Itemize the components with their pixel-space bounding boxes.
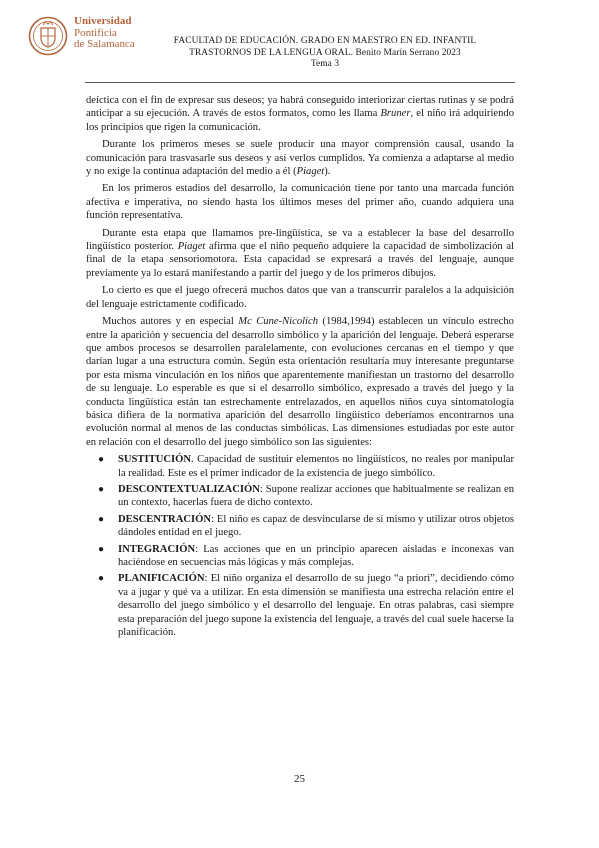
page-body bbox=[86, 94, 514, 642]
topic-label: Tema 3 bbox=[310, 59, 340, 70]
symbolic-dimensions-list bbox=[86, 453, 514, 639]
paragraph-5: Lo cierto es que el juego ofrecerá muchos datos que van a transcurrir paralelos a la adquisición del lenguaje estrictamente codificado. bbox=[86, 285, 514, 310]
bullet-icon: ● bbox=[98, 454, 105, 466]
paragraph-6: Muchos autores y en especial Mc Cune-Nicolich (1984,1994) establecen un vínculo estrecho entre la aparición y secuencia del desarrollo simbólico y la aparición del lenguaje. Deberá esperarse que ambos procesos se desarrollen paralelamente, con evoluciones cercanas en el tiempo y que darían lugar a una estructura común. Según esta orientación resultaría muy interesante preguntarse por esta misma vinculación en los niños que aparentemente manifiestan un trastorno del desarrollo de su lenguaje. Lo esperable es que si el desarrollo simbólico, expresado a través del juego y la conducta lingüística están tan estrechamente entrelazados, en aquellos niños cuya sintomatología básica difiera de la normativa aparición del desarrollo lingüístico deberíamos encontrarnos una evolución normal al menos de las conductas simbólicas. Las dimensiones estudiadas por este autor en relación con el desarrollo del juego simbólico son las siguientes: bbox=[86, 316, 514, 448]
crest-icon bbox=[28, 16, 68, 56]
logo-line-2: Pontificia bbox=[74, 26, 117, 39]
page-number: 25 bbox=[294, 773, 305, 785]
bullet-icon: ● bbox=[98, 483, 105, 495]
bullet-icon: ● bbox=[98, 573, 105, 585]
paragraph-3: En los primeros estadios del desarrollo, la comunicación tiene por tanto una marcada función afectiva e imperativa, no siendo hasta los últimos meses del primer año, cuando adquiera una función representativa. bbox=[86, 183, 514, 222]
logo-line-3: de Salamanca bbox=[74, 38, 135, 50]
paragraph-2: Durante los primeros meses se suele producir una mayor comprensión causal, usando la comunicación para trasvasarle sus deseos y así verlos cumplidos. Ya comienza a adaptarse al medio y no exige la continua adaptación del medio a él (Piaget). bbox=[86, 139, 514, 178]
header-title-block bbox=[145, 36, 505, 71]
bullet-icon: ● bbox=[98, 513, 105, 525]
header-divider bbox=[85, 82, 515, 83]
bullet-icon: ● bbox=[98, 543, 105, 555]
list-item: ● INTEGRACIÓN: Las acciones que en un principio aparecen aisladas e inconexas van haciéndose en secuencias más lógicas y más complejas. bbox=[98, 543, 514, 568]
course-title: TRASTORNOS DE LA LENGUA ORAL. Benito Marín Serrano 2023 bbox=[189, 47, 461, 58]
list-item: ● SUSTITUCIÓN. Capacidad de sustituir elementos no lingüísticos, no reales por manipular la realidad. Este es el primer indicador de la existencia de juego simbólico. bbox=[98, 454, 514, 479]
logo-line-1: Universidad bbox=[74, 15, 132, 27]
faculty-title: FACULTAD DE EDUCACIÓN. GRADO EN MAESTRO EN ED. INFANTIL bbox=[173, 36, 477, 46]
list-item: ● PLANIFICACIÓN: El niño organiza el desarrollo de su juego “a priori”, decidiendo cómo va a jugar y qué va a utilizar. En esta dimensión se manifiesta una estrecha relación entre el desarrollo del juego simbólico y el desarrollo del lenguaje. En otras palabras, casi siempre esta preparación del juego supone la existencia del lenguaje, a través del cual suele hacerse la planificación. bbox=[98, 573, 514, 639]
list-item: ● DESCONTEXTUALIZACIÓN: Supone realizar acciones que habitualmente se realizan en un contexto, hacerlas fuera de dicho contexto. bbox=[98, 483, 514, 509]
paragraph-4: Durante esta etapa que llamamos pre-lingüística, se va a establecer la base del desarrollo lingüístico posterior. Piaget afirma que el niño pequeño adquiere la capacidad de simbolización al final de la etapa sensoriomotora. Esta capacidad se expresará a través del lenguaje, aunque previamente ya lo estará manifestando a partir del juego y de los primeros dibujos. bbox=[86, 227, 514, 279]
page-header bbox=[0, 0, 599, 90]
paragraph-1: deíctica con el fin de expresar sus deseos; ya habrá conseguido interiorizar ciertas rutinas y se podrá anticipar a su ejecución. A través de estos formatos, como les llama Bruner, el niño irá adquiriendo los principios que rigen la comunicación. bbox=[86, 95, 514, 133]
list-item: ● DESCENTRACIÓN: El niño es capaz de desvincularse de sí mismo y utilizar otros objetos dándoles entidad en el juego. bbox=[98, 513, 514, 539]
university-logo bbox=[28, 16, 138, 62]
logo-wordmark bbox=[74, 16, 135, 51]
